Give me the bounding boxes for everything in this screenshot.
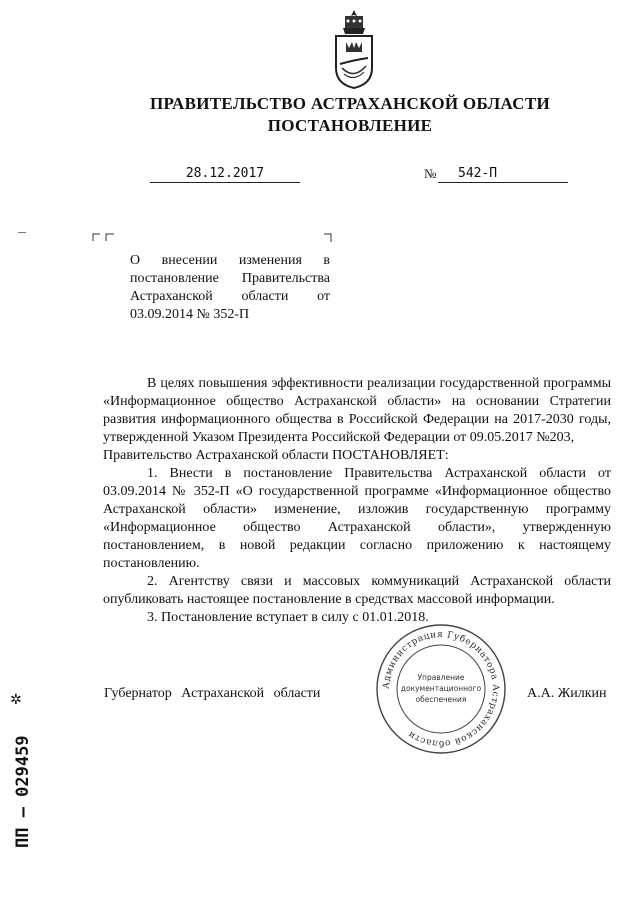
document-body: [103, 375, 611, 627]
clause-3: 3. Постановление вступает в силу с 01.01.2018.: [147, 610, 429, 625]
stamp-inner-line-2: документационного: [400, 684, 482, 693]
signatory-name: А.А. Жилкин: [527, 686, 607, 701]
left-corner-mark: [92, 232, 122, 242]
clause-1: 1. Внести в постановление Правительства Астраханской области от 03.09.2014 № 352-П «О государственной программе «Информационное общество Астраханской области» изменение, изложив государственную программу «Информационное общество Астраханской области», утвержденную постановлением, в новой редакции согласно приложению к настоящему постановлению.: [103, 466, 611, 571]
document-type-title: ПОСТАНОВЛЕНИЕ: [267, 116, 433, 135]
coat-of-arms-emblem: [330, 8, 378, 90]
stamp-outer-text: Администрация Губернатора Астраханской области: [381, 629, 501, 749]
document-date: 28.12.2017: [150, 166, 300, 183]
preamble-paragraph: В целях повышения эффективности реализации государственной программы «Информационное общество Астраханской области» на основании Стратегии развития информационного общества в Российской Федерации на 2017-2030 годы, утвержденной Указом Президента Российской Федерации от 09.05.2017 №203,: [103, 376, 611, 445]
margin-tick: [18, 232, 26, 233]
government-title: ПРАВИТЕЛЬСТВО АСТРАХАНСКОЙ ОБЛАСТИ: [150, 94, 550, 113]
right-corner-mark: [322, 232, 334, 244]
stamp-inner-line-3: обеспечения: [415, 695, 467, 704]
document-subject: О внесении изменения в постановление Правительства Астраханской области от 03.09.2014 № 352-П: [130, 253, 330, 322]
side-serial-code: [6, 690, 36, 850]
ornament-icon: ✲: [10, 693, 22, 708]
document-number: 542-П: [438, 166, 568, 183]
official-round-stamp: [374, 622, 508, 756]
number-sign: №: [424, 166, 437, 181]
decree-line: Правительство Астраханской области ПОСТАНОВЛЯЕТ:: [103, 448, 449, 463]
stamp-inner-line-1: Управление: [417, 673, 465, 682]
serial-code-text: ПП – 029459: [13, 735, 33, 848]
clause-2: 2. Агентству связи и массовых коммуникаций Астраханской области опубликовать настоящее постановление в средствах массовой информации.: [103, 574, 611, 607]
signatory-position: Губернатор Астраханской области: [104, 686, 321, 701]
